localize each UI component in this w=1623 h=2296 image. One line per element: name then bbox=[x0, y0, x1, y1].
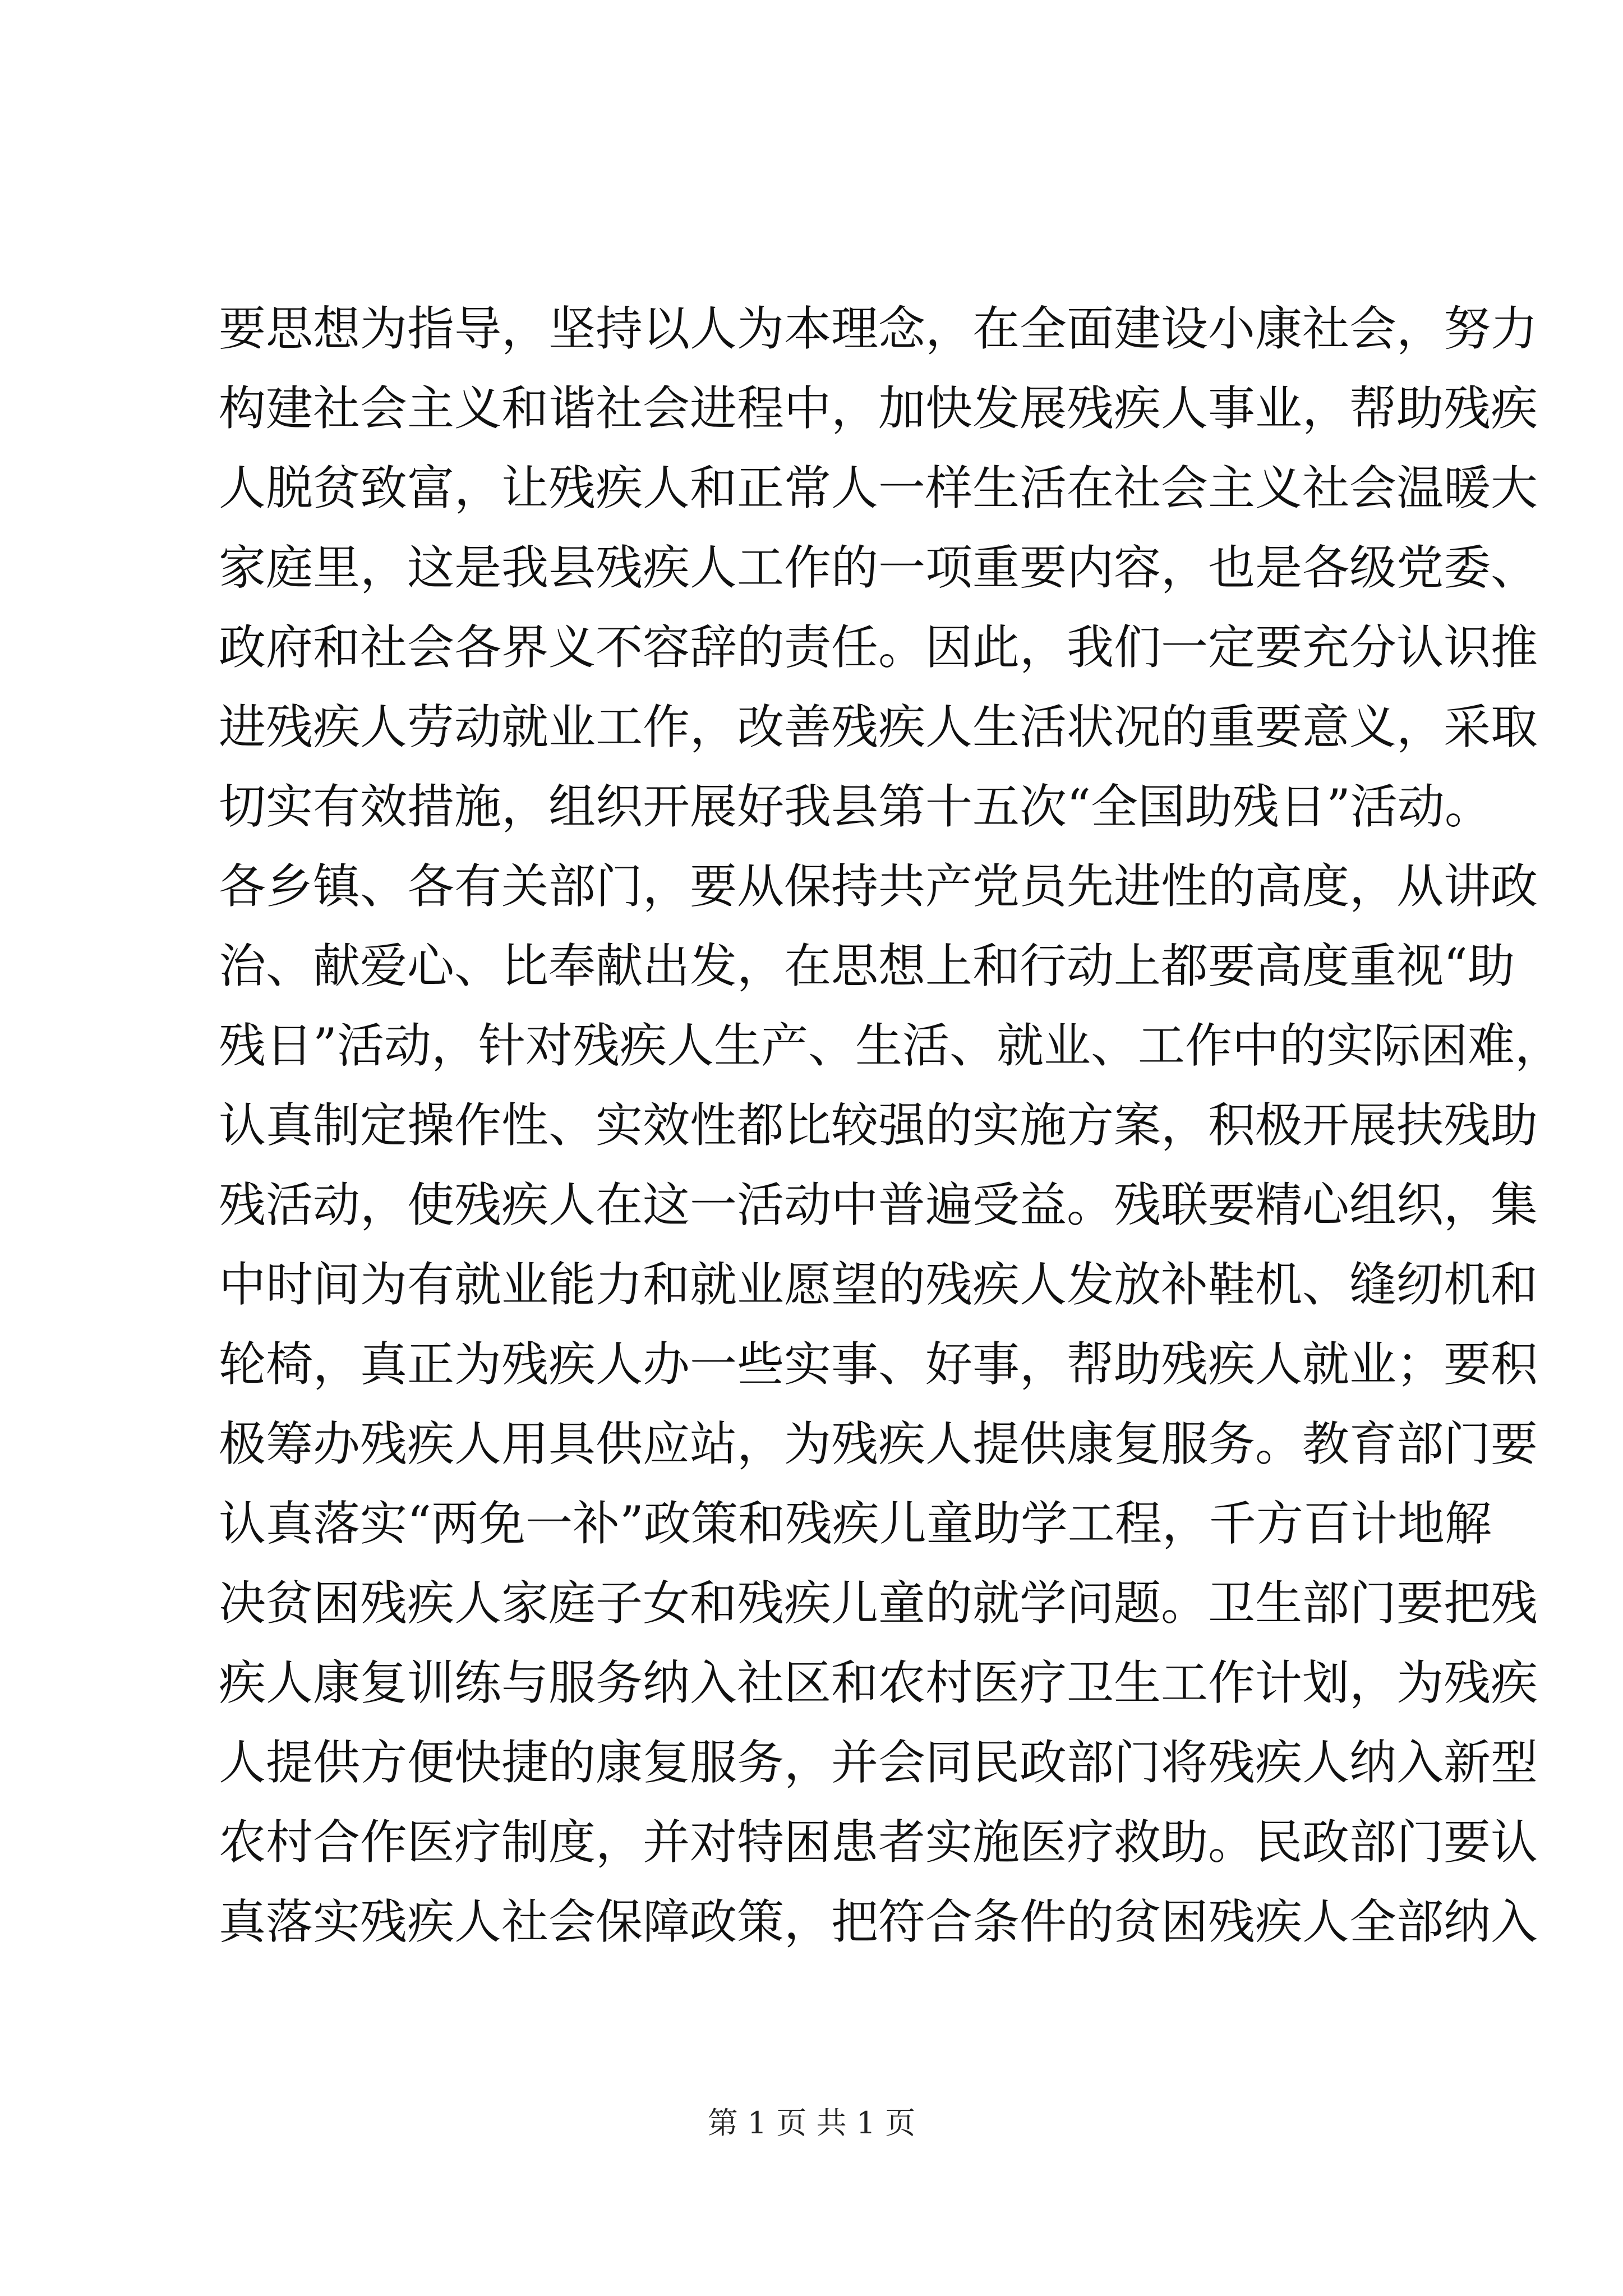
page-number-label: 第 1 页 共 1 页 bbox=[707, 2105, 916, 2141]
text-line-18: 疾人康复训练与服务纳入社区和农村医疗卫生工作计划，为残疾 bbox=[219, 1655, 1538, 1710]
body-text bbox=[219, 289, 1562, 1962]
text-line-10: 残日”活动，针对残疾人生产、生活、就业、工作中的实际困难， bbox=[219, 1018, 1562, 1073]
text-line-8: 各乡镇、各有关部门，要从保持共产党员先进性的高度，从讲政 bbox=[219, 859, 1538, 914]
text-line-21: 真落实残疾人社会保障政策，把符合条件的贫困残疾人全部纳入 bbox=[219, 1894, 1538, 1949]
page-footer bbox=[0, 2101, 1623, 2146]
text-line-6: 进残疾人劳动就业工作，改善残疾人生活状况的重要意义，采取 bbox=[219, 700, 1538, 754]
text-line-3: 人脱贫致富，让残疾人和正常人一样生活在社会主义社会温暖大 bbox=[219, 461, 1538, 516]
text-line-14: 轮椅，真正为残疾人办一些实事、好事，帮助残疾人就业；要积 bbox=[219, 1337, 1538, 1392]
text-line-1: 要思想为指导，坚持以人为本理念，在全面建设小康社会，努力 bbox=[219, 301, 1538, 356]
text-line-19: 人提供方便快捷的康复服务，并会同民政部门将残疾人纳入新型 bbox=[219, 1735, 1538, 1790]
text-line-15: 极筹办残疾人用具供应站，为残疾人提供康复服务。教育部门要 bbox=[219, 1416, 1538, 1471]
text-line-9: 治、献爱心、比奉献出发，在思想上和行动上都要高度重视“助 bbox=[219, 938, 1515, 993]
text-line-5: 政府和社会各界义不容辞的责任。因此，我们一定要充分认识推 bbox=[219, 620, 1538, 675]
text-line-12: 残活动，使残疾人在这一活动中普遍受益。残联要精心组织，集 bbox=[219, 1177, 1538, 1232]
text-line-11: 认真制定操作性、实效性都比较强的实施方案，积极开展扶残助 bbox=[219, 1098, 1538, 1153]
text-line-7: 切实有效措施，组织开展好我县第十五次“全国助残日”活动。 bbox=[219, 779, 1492, 834]
text-line-13: 中时间为有就业能力和就业愿望的残疾人发放补鞋机、缝纫机和 bbox=[219, 1257, 1538, 1312]
text-line-20: 农村合作医疗制度，并对特困患者实施医疗救助。民政部门要认 bbox=[219, 1815, 1538, 1870]
text-line-16: 认真落实“两免一补”政策和残疾儿童助学工程，千方百计地解 bbox=[219, 1496, 1492, 1551]
text-line-17: 决贫困残疾人家庭子女和残疾儿童的就学问题。卫生部门要把残 bbox=[219, 1576, 1538, 1631]
text-line-4: 家庭里，这是我县残疾人工作的一项重要内容，也是各级党委、 bbox=[219, 540, 1538, 595]
text-line-2: 构建社会主义和谐社会进程中，加快发展残疾人事业，帮助残疾 bbox=[219, 381, 1538, 436]
